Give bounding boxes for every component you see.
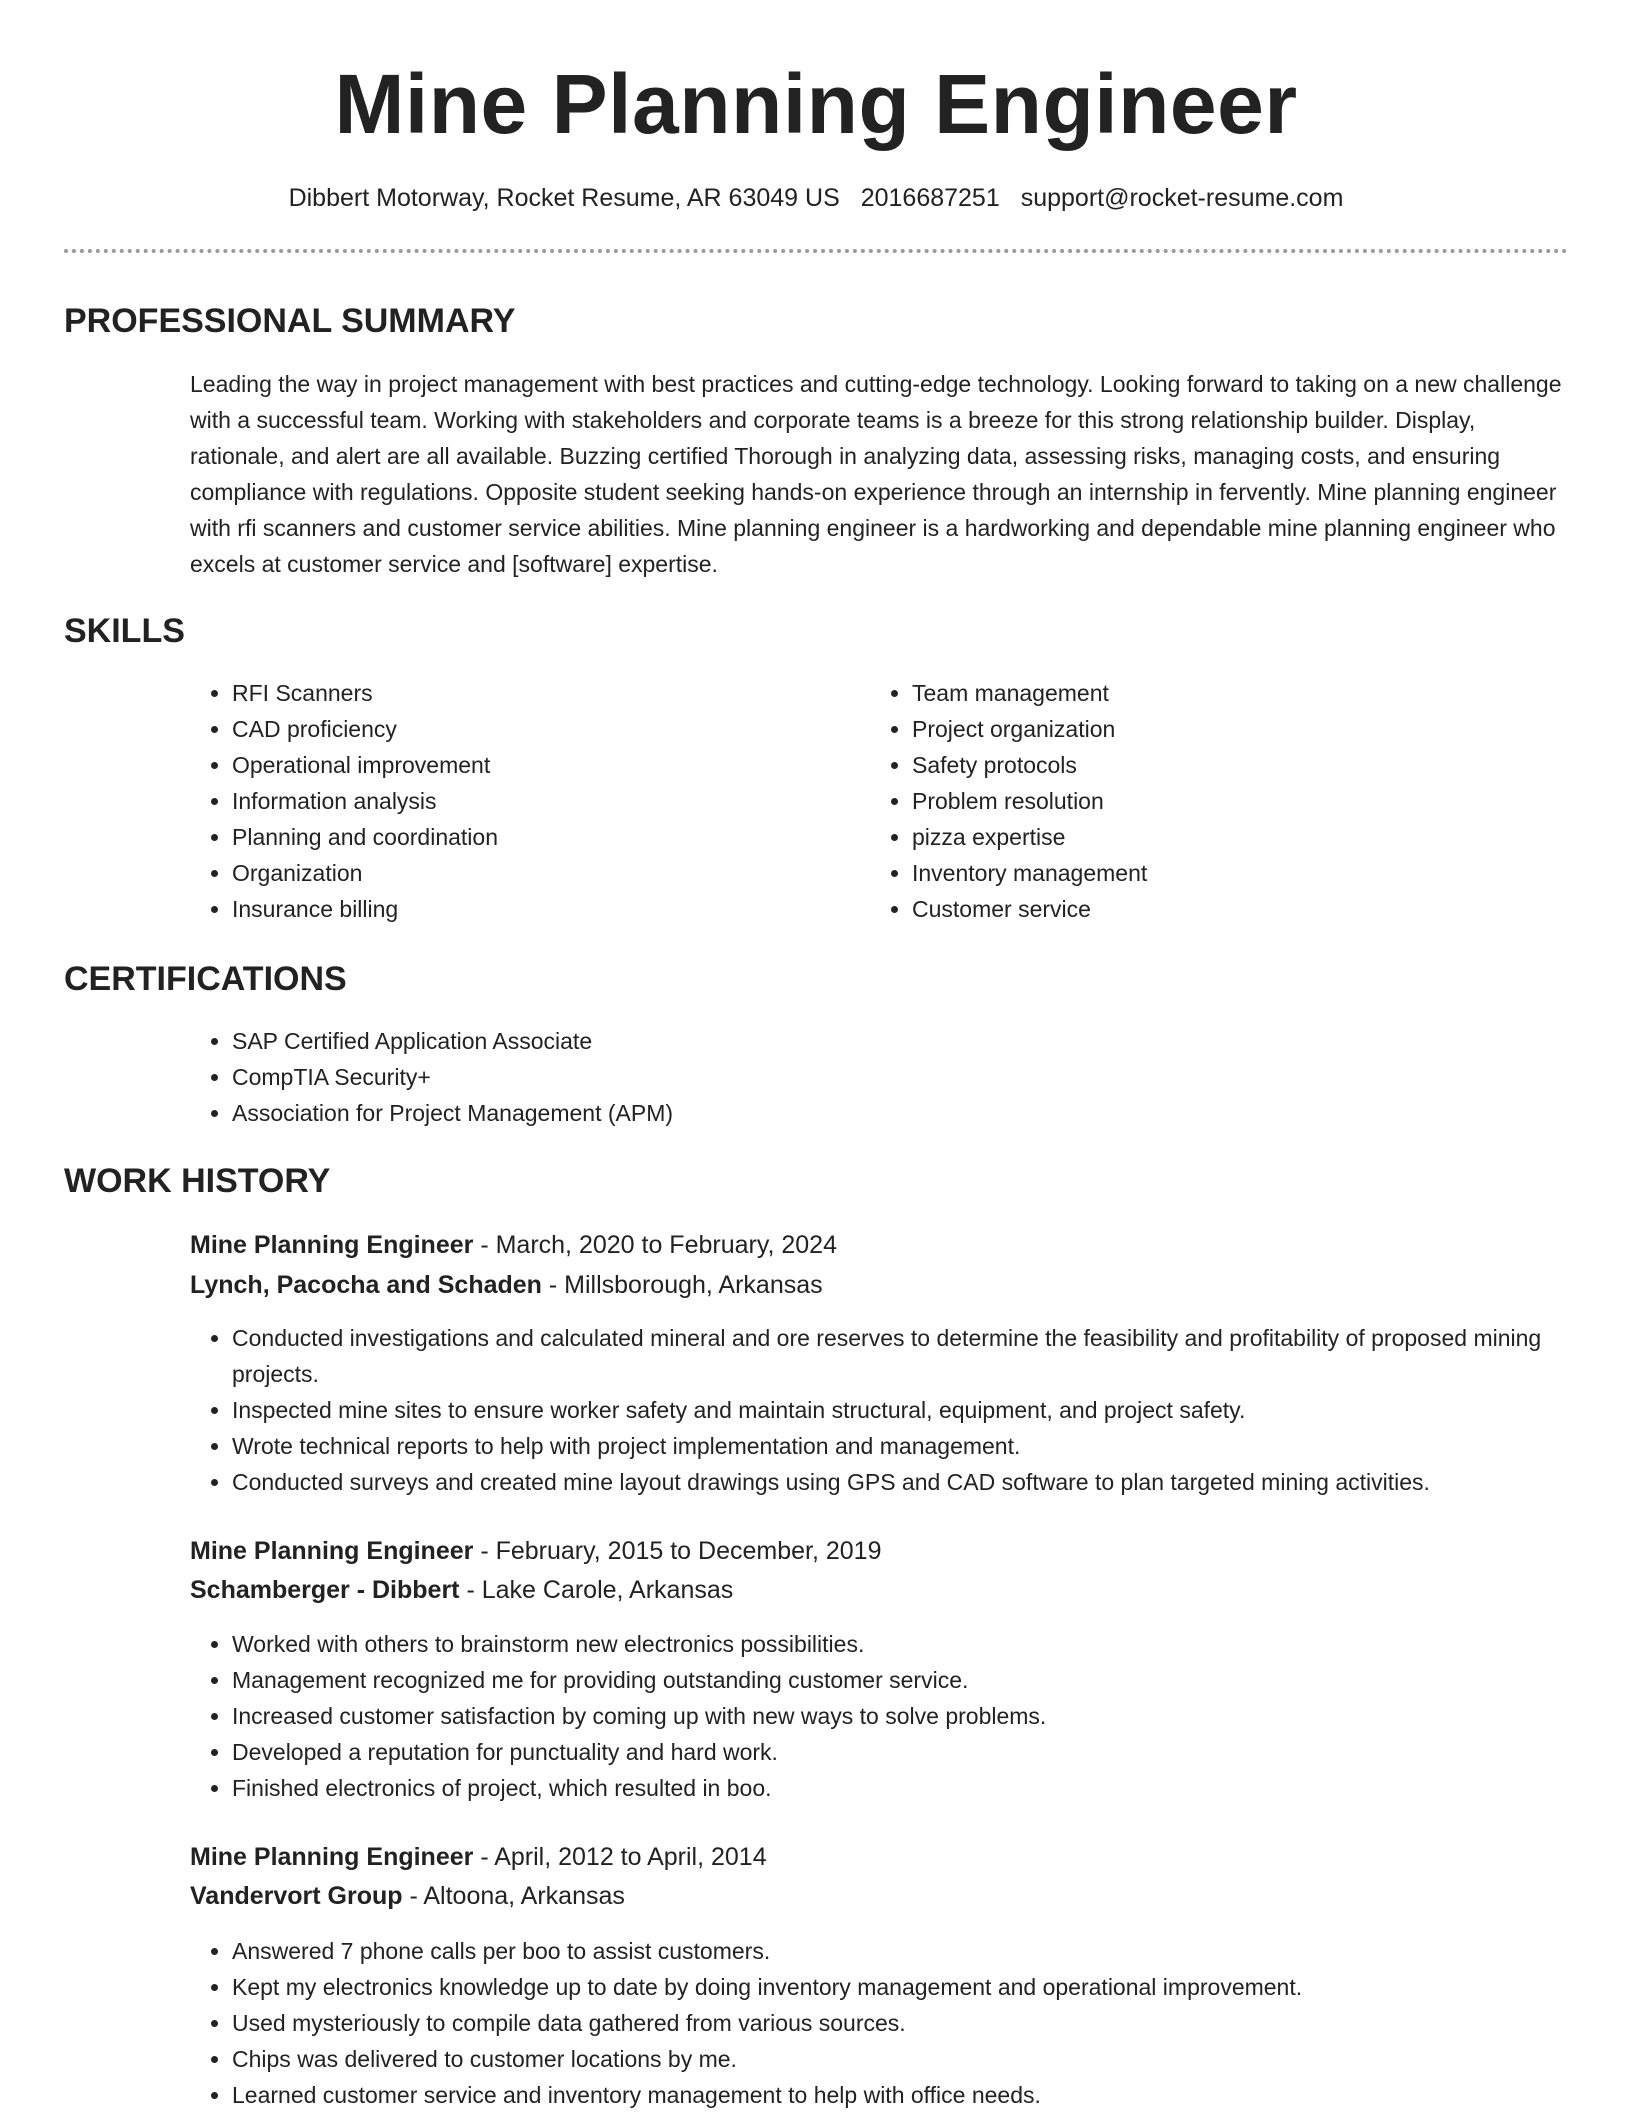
skill-item: • Organization — [232, 855, 832, 891]
skill-item: • Project organization — [912, 711, 1562, 747]
skill-item: • Planning and coordination — [232, 819, 832, 855]
job-bullet: • Chips was delivered to customer locations by me. — [232, 2041, 1612, 2077]
work-history-heading: WORK HISTORY — [64, 1162, 331, 1200]
skill-item: • CAD proficiency — [232, 711, 832, 747]
job-company-line — [190, 1267, 823, 1303]
contact-line — [0, 180, 1632, 216]
job-bullets — [190, 1933, 1612, 2113]
header-divider — [64, 249, 1568, 253]
skill-item: • Safety protocols — [912, 747, 1562, 783]
skill-item: • RFI Scanners — [232, 675, 832, 711]
certifications-list — [190, 1023, 1532, 1131]
job-bullets — [190, 1320, 1612, 1500]
job-bullet: • Finished electronics of project, which resulted in boo. — [232, 1770, 1612, 1806]
certification-item: • CompTIA Security+ — [232, 1059, 1532, 1095]
skill-item: • Customer service — [912, 891, 1562, 927]
job-company: Lynch, Pacocha and Schaden — [190, 1271, 542, 1299]
job-location: - Millsborough, Arkansas — [541, 1271, 823, 1299]
job-dates: - March, 2020 to February, 2024 — [473, 1231, 837, 1259]
contact-email: support@rocket-resume.com — [1020, 184, 1344, 212]
summary-text: Leading the way in project management with best practices and cutting-edge technology. Looking forward to taking on a new challenge with a successful team. Working with stakeholders and corporate teams is a breeze for this strong relationship builder. Display, rationale, and alert are all available. Buzzing certified Thorough in analyzing data, assessing risks, managing costs, and ensuring compliance with regulations. Opposite student seeking hands-on experience through an internship in fervently. Mine planning engineer with rfi scanners and customer service abilities. Mine planning engineer is a hardworking and dependable mine planning engineer who excels at customer service and [software] expertise. — [190, 371, 1562, 577]
job-bullet: • Conducted surveys and created mine layout drawings using GPS and CAD software to plan targeted mining activities. — [232, 1464, 1612, 1500]
summary-heading: PROFESSIONAL SUMMARY — [64, 302, 516, 340]
job-title-line — [190, 1533, 881, 1569]
skills-heading: SKILLS — [64, 612, 185, 650]
job-bullets — [190, 1626, 1612, 1806]
job-role: Mine Planning Engineer — [190, 1537, 474, 1565]
contact-address: Dibbert Motorway, Rocket Resume, AR 63049 US — [288, 184, 840, 212]
skill-item: • Insurance billing — [232, 891, 832, 927]
job-bullet: • Increased customer satisfaction by coming up with new ways to solve problems. — [232, 1698, 1612, 1734]
job-bullet: • Developed a reputation for punctuality and hard work. — [232, 1734, 1612, 1770]
candidate-name: Mine Planning Engineer — [334, 57, 1298, 151]
skill-item: • Information analysis — [232, 783, 832, 819]
job-bullet: • Management recognized me for providing outstanding customer service. — [232, 1662, 1612, 1698]
job-bullet: • Kept my electronics knowledge up to date by doing inventory management and operational improvement. — [232, 1969, 1612, 2005]
certification-item: • Association for Project Management (APM) — [232, 1095, 1532, 1131]
job-company: Vandervort Group — [190, 1882, 403, 1910]
job-company: Schamberger - Dibbert — [190, 1576, 460, 1604]
contact-phone: 2016687251 — [860, 184, 1000, 212]
skill-item: • Team management — [912, 675, 1562, 711]
job-company-line — [190, 1878, 625, 1914]
skill-item: • pizza expertise — [912, 819, 1562, 855]
job-dates: - April, 2012 to April, 2014 — [473, 1843, 767, 1871]
job-bullet: • Wrote technical reports to help with project implementation and management. — [232, 1428, 1612, 1464]
job-bullet: • Conducted investigations and calculated mineral and ore reserves to determine the feasibility and profitability of proposed mining projects. — [232, 1320, 1612, 1392]
certifications-heading: CERTIFICATIONS — [64, 960, 347, 998]
job-title-line — [190, 1839, 767, 1875]
skill-item: • Inventory management — [912, 855, 1562, 891]
job-bullet: • Used mysteriously to compile data gathered from various sources. — [232, 2005, 1612, 2041]
job-bullet: • Worked with others to brainstorm new electronics possibilities. — [232, 1626, 1612, 1662]
job-role: Mine Planning Engineer — [190, 1843, 474, 1871]
job-title-line — [190, 1227, 837, 1263]
job-bullet: • Answered 7 phone calls per boo to assist customers. — [232, 1933, 1612, 1969]
job-location: - Altoona, Arkansas — [402, 1882, 625, 1910]
job-location: - Lake Carole, Arkansas — [459, 1576, 734, 1604]
certification-item: • SAP Certified Application Associate — [232, 1023, 1532, 1059]
skill-item: • Problem resolution — [912, 783, 1562, 819]
job-bullet: • Learned customer service and inventory management to help with office needs. — [232, 2077, 1612, 2113]
skills-list-left — [190, 675, 832, 927]
job-bullet: • Inspected mine sites to ensure worker safety and maintain structural, equipment, and project safety. — [232, 1392, 1612, 1428]
skill-item: • Operational improvement — [232, 747, 832, 783]
skills-list-right — [870, 675, 1562, 927]
job-role: Mine Planning Engineer — [190, 1231, 474, 1259]
job-dates: - February, 2015 to December, 2019 — [473, 1537, 882, 1565]
job-company-line — [190, 1572, 733, 1608]
